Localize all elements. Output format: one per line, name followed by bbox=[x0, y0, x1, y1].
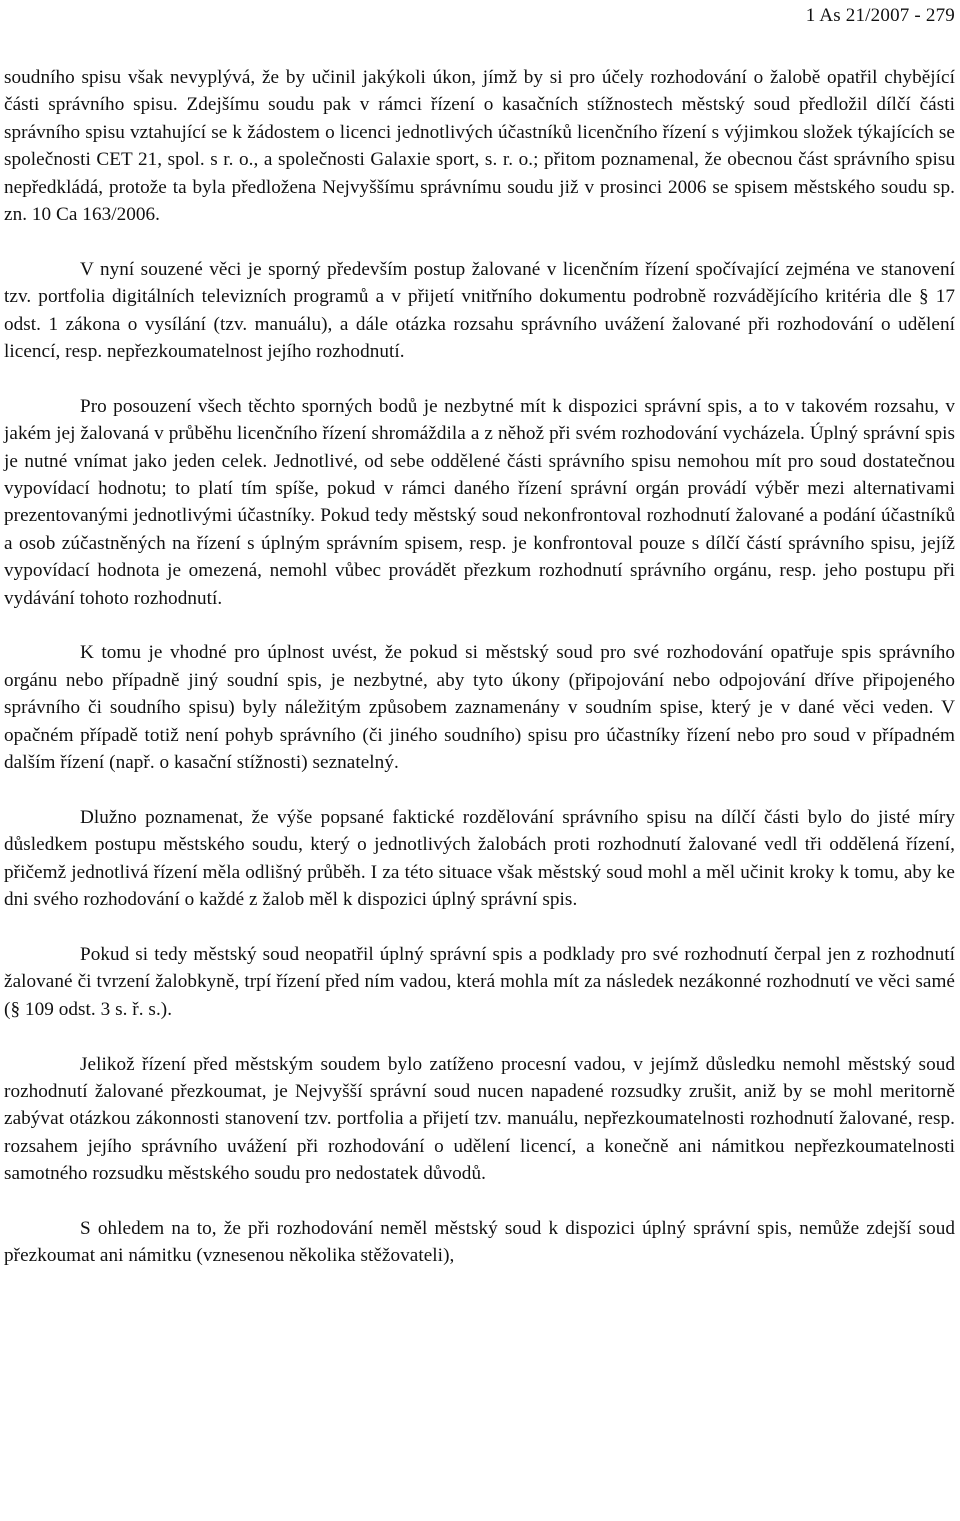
case-reference: 1 As 21/2007 - 279 bbox=[805, 5, 955, 26]
paragraph-6: Pokud si tedy městský soud neopatřil úplný správní spis a podklady pro své rozhodnutí čerpal jen z rozhodnutí žalované či tvrzení žalobkyně, trpí řízení před ním vadou, která mohla mít za následek nezákonné rozhodnutí ve věci samé (§ 109 odst. 3 s. ř. s.). bbox=[4, 943, 955, 1020]
paragraph-2: V nyní souzené věci je sporný především postup žalované v licenčním řízení spočívající zejména ve stanovení tzv. portfolia digitálních televizních programů a v přijetí vnitřního dokumentu podrobně rozvádějícího kritéria dle § 17 odst. 1 zákona o vysílání (tzv. manuálu), a dále otázka rozsahu správního uvážení žalované při rozhodování o udělení licencí, resp. nepřezkoumatelnost jejího rozhodnutí. bbox=[4, 258, 955, 363]
paragraph-8: S ohledem na to, že při rozhodování neměl městský soud k dispozici úplný správní spis, nemůže zdejší soud přezkoumat ani námitku (vznesenou několika stěžovateli), bbox=[4, 1217, 955, 1267]
paragraph-7: Jelikož řízení před městským soudem bylo zatíženo procesní vadou, v jejímž důsledku nemohl městský soud rozhodnutí žalované přezkoumat, je Nejvyšší správní soud nucen napadené rozsudky zrušit, aniž by se mohl meritorně zabývat otázkou zákonnosti stanovení tzv. portfolia a přijetí tzv. manuálu, nepřezkoumatelnosti rozhodnutí žalované, resp. rozsahem jejího správního uvážení při rozhodování o udělení licencí, a konečně ani námitkou nepřezkoumatelnosti samotného rozsudku městského soudu pro nedostatek důvodů. bbox=[4, 1053, 955, 1185]
document-body bbox=[4, 64, 955, 1270]
document-page bbox=[4, 0, 955, 1270]
paragraph-3: Pro posouzení všech těchto sporných bodů je nezbytné mít k dispozici správní spis, a to v takovém rozsahu, v jakém jej žalovaná v průběhu licenčního řízení shromáždila a z něhož při svém rozhodování vycházela. Úplný správní spis je nutné vnímat jako jeden celek. Jednotlivé, od sebe oddělené části správního spisu nemohou mít pro soud dostatečnou vypovídací hodnotu; to platí tím spíše, pokud v rámci daného řízení správní orgán provádí výběr mezi alternativami prezentovanými jednotlivými účastníky. Pokud tedy městský soud nekonfrontoval rozhodnutí žalované a podání účastníků a osob zúčastněných na řízení s úplným správním spisem, resp. je konfrontoval pouze s dílčí částí správního spisu, jejíž vypovídací hodnota je omezená, nemohl vůbec provádět přezkum rozhodnutí správního orgánu, resp. jeho postupu při vydávání tohoto rozhodnutí. bbox=[4, 395, 955, 609]
page-header bbox=[4, 0, 955, 30]
paragraph-4: K tomu je vhodné pro úplnost uvést, že pokud si městský soud pro své rozhodování opatřuje spis správního orgánu nebo případně jiný soudní spis, je nezbytné, aby tyto úkony (připojování nebo odpojování dříve připojeného správního či soudního spisu) byly náležitým způsobem zaznamenány v soudním spise, který je v dané věci veden. V opačném případě totiž není pohyb správního (či jiného soudního) spisu pro účastníky řízení nebo pro soud v případném dalším řízení (např. o kasační stížnosti) seznatelný. bbox=[4, 642, 955, 774]
paragraph-1: soudního spisu však nevyplývá, že by učinil jakýkoli úkon, jímž by si pro účely rozhodování o žalobě opatřil chybějící části správního spisu. Zdejšímu soudu pak v rámci řízení o kasačních stížnostech městský soud předložil dílčí části správního spisu vztahující se k žádostem o licenci jednotlivých účastníků licenčního řízení s výjimkou složek týkajících se společnosti CET 21, spol. s r. o., a společnosti Galaxie sport, s. r. o.; přitom poznamenal, že obecnou část správního spisu nepředkládá, protože ta byla předložena Nejvyššímu správnímu soudu již v prosinci 2006 se spisem městského soudu sp. zn. 10 Ca 163/2006. bbox=[4, 67, 955, 226]
paragraph-5: Dlužno poznamenat, že výše popsané faktické rozdělování správního spisu na dílčí části bylo do jisté míry důsledkem postupu městského soudu, který o jednotlivých žalobách proti rozhodnutí žalované vedl tři oddělená řízení, přičemž jednotlivá řízení měla odlišný průběh. I za této situace však městský soud mohl a měl učinit kroky k tomu, aby ke dni svého rozhodování o každé z žalob měl k dispozici úplný správní spis. bbox=[4, 806, 955, 911]
